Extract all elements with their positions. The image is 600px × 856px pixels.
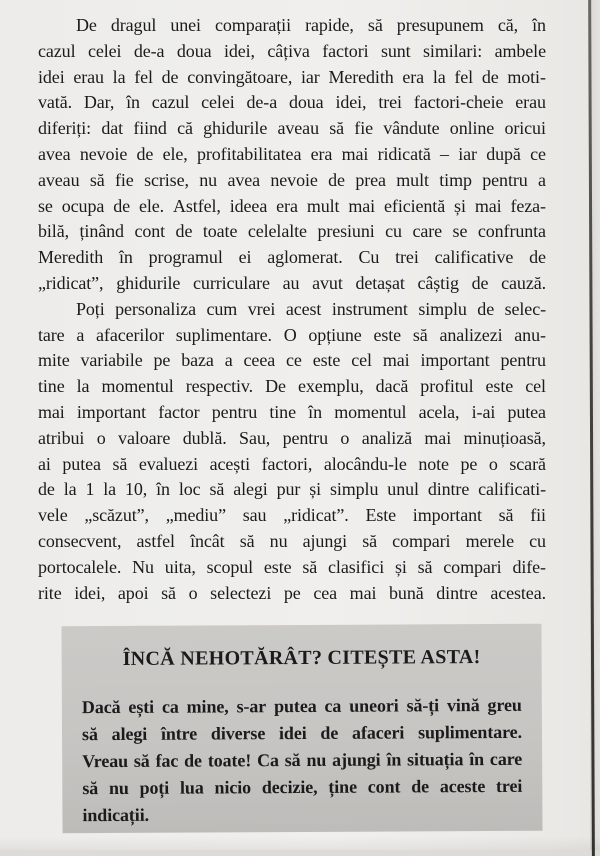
- text-line: Poți personaliza cum vrei acest instrument simplu de selec-: [76, 298, 546, 319]
- text-line: avea nevoie de ele, profitabilitatea era mai ridicată – iar după ce: [38, 143, 546, 164]
- text-line: bilă, ținând cont de toate celelalte presiuni cu care se confrunta: [38, 221, 546, 242]
- text-line: se ocupa de ele. Astfel, ideea era mult mai eficientă și mai feza-: [38, 195, 546, 216]
- body-text: [38, 13, 546, 606]
- callout-box: [61, 624, 542, 834]
- text-line: Vreau să fac de toate! Ca să nu ajungi în situația în care: [82, 748, 523, 772]
- text-line: să alegi între diverse idei de afaceri suplimentare.: [81, 721, 522, 745]
- text-line: portocalele. Nu uita, scopul este să clasifici și să compari dife-: [38, 556, 546, 577]
- text-line: Dacă ești ca mine, s-ar putea ca uneori să-ți vină greu: [81, 694, 522, 718]
- text-line: consecvent, astfel încât să nu ajungi să compari merele cu: [38, 530, 546, 551]
- text-line: vele „scăzut”, „mediu” sau „ridicat”. Este important să fii: [38, 505, 546, 526]
- text-line: tare a afacerilor suplimentare. O opțiune este să analizezi anu-: [38, 324, 546, 345]
- text-line: idei erau la fel de convingătoare, iar Meredith era la fel de moti-: [38, 66, 546, 87]
- paragraph: [38, 297, 546, 607]
- text-line: să nu poți lua nicio decizie, ține cont de aceste trei: [82, 775, 523, 799]
- text-line: Meredith în programul ei aglomerat. Cu trei calificative de: [38, 247, 546, 268]
- text-line: indicații.: [82, 804, 150, 826]
- text-line: cazul celei de-a doua idei, câțiva factori sunt similari: ambele: [38, 40, 546, 61]
- text-line: „ridicat”, ghidurile curriculare au avut detașat câștig de cauză.: [38, 272, 546, 293]
- text-line: mai important factor pentru tine în momentul acela, i-ai putea: [38, 401, 546, 422]
- callout-title: ÎNCĂ NEHOTĂRÂT? CITEȘTE ASTA!: [122, 646, 481, 670]
- text-line: vată. Dar, în cazul celei de-a doua idei, trei factori-cheie erau: [38, 92, 546, 113]
- text-line: rite idei, apoi să o selectezi pe cea mai bună dintre acestea.: [38, 582, 546, 603]
- text-line: ai putea să evaluezi acești factori, alocându-le note pe o scară: [38, 453, 546, 474]
- bottom-shadow: [0, 836, 600, 850]
- callout-body: [82, 692, 523, 829]
- text-line: aveau să fie scrise, nu avea nevoie de prea mult timp pentru a: [38, 169, 546, 190]
- text-line: De dragul unei comparații rapide, să presupunem că, în: [76, 15, 546, 35]
- text-line: de la 1 la 10, în loc să alegi pur și simplu unul dintre calificati-: [38, 479, 546, 500]
- paragraph: [38, 13, 546, 297]
- text-line: diferiți: dat fiind că ghidurile aveau să fie vândute online oricui: [38, 118, 546, 139]
- text-line: atribui o valoare dublă. Sau, pentru o analiză mai minuțioasă,: [38, 427, 546, 448]
- text-line: mite variabile pe baza a ceea ce este cel mai important pentru: [38, 350, 546, 371]
- text-line: tine la momentul respectiv. De exemplu, dacă profitul este cel: [38, 376, 546, 397]
